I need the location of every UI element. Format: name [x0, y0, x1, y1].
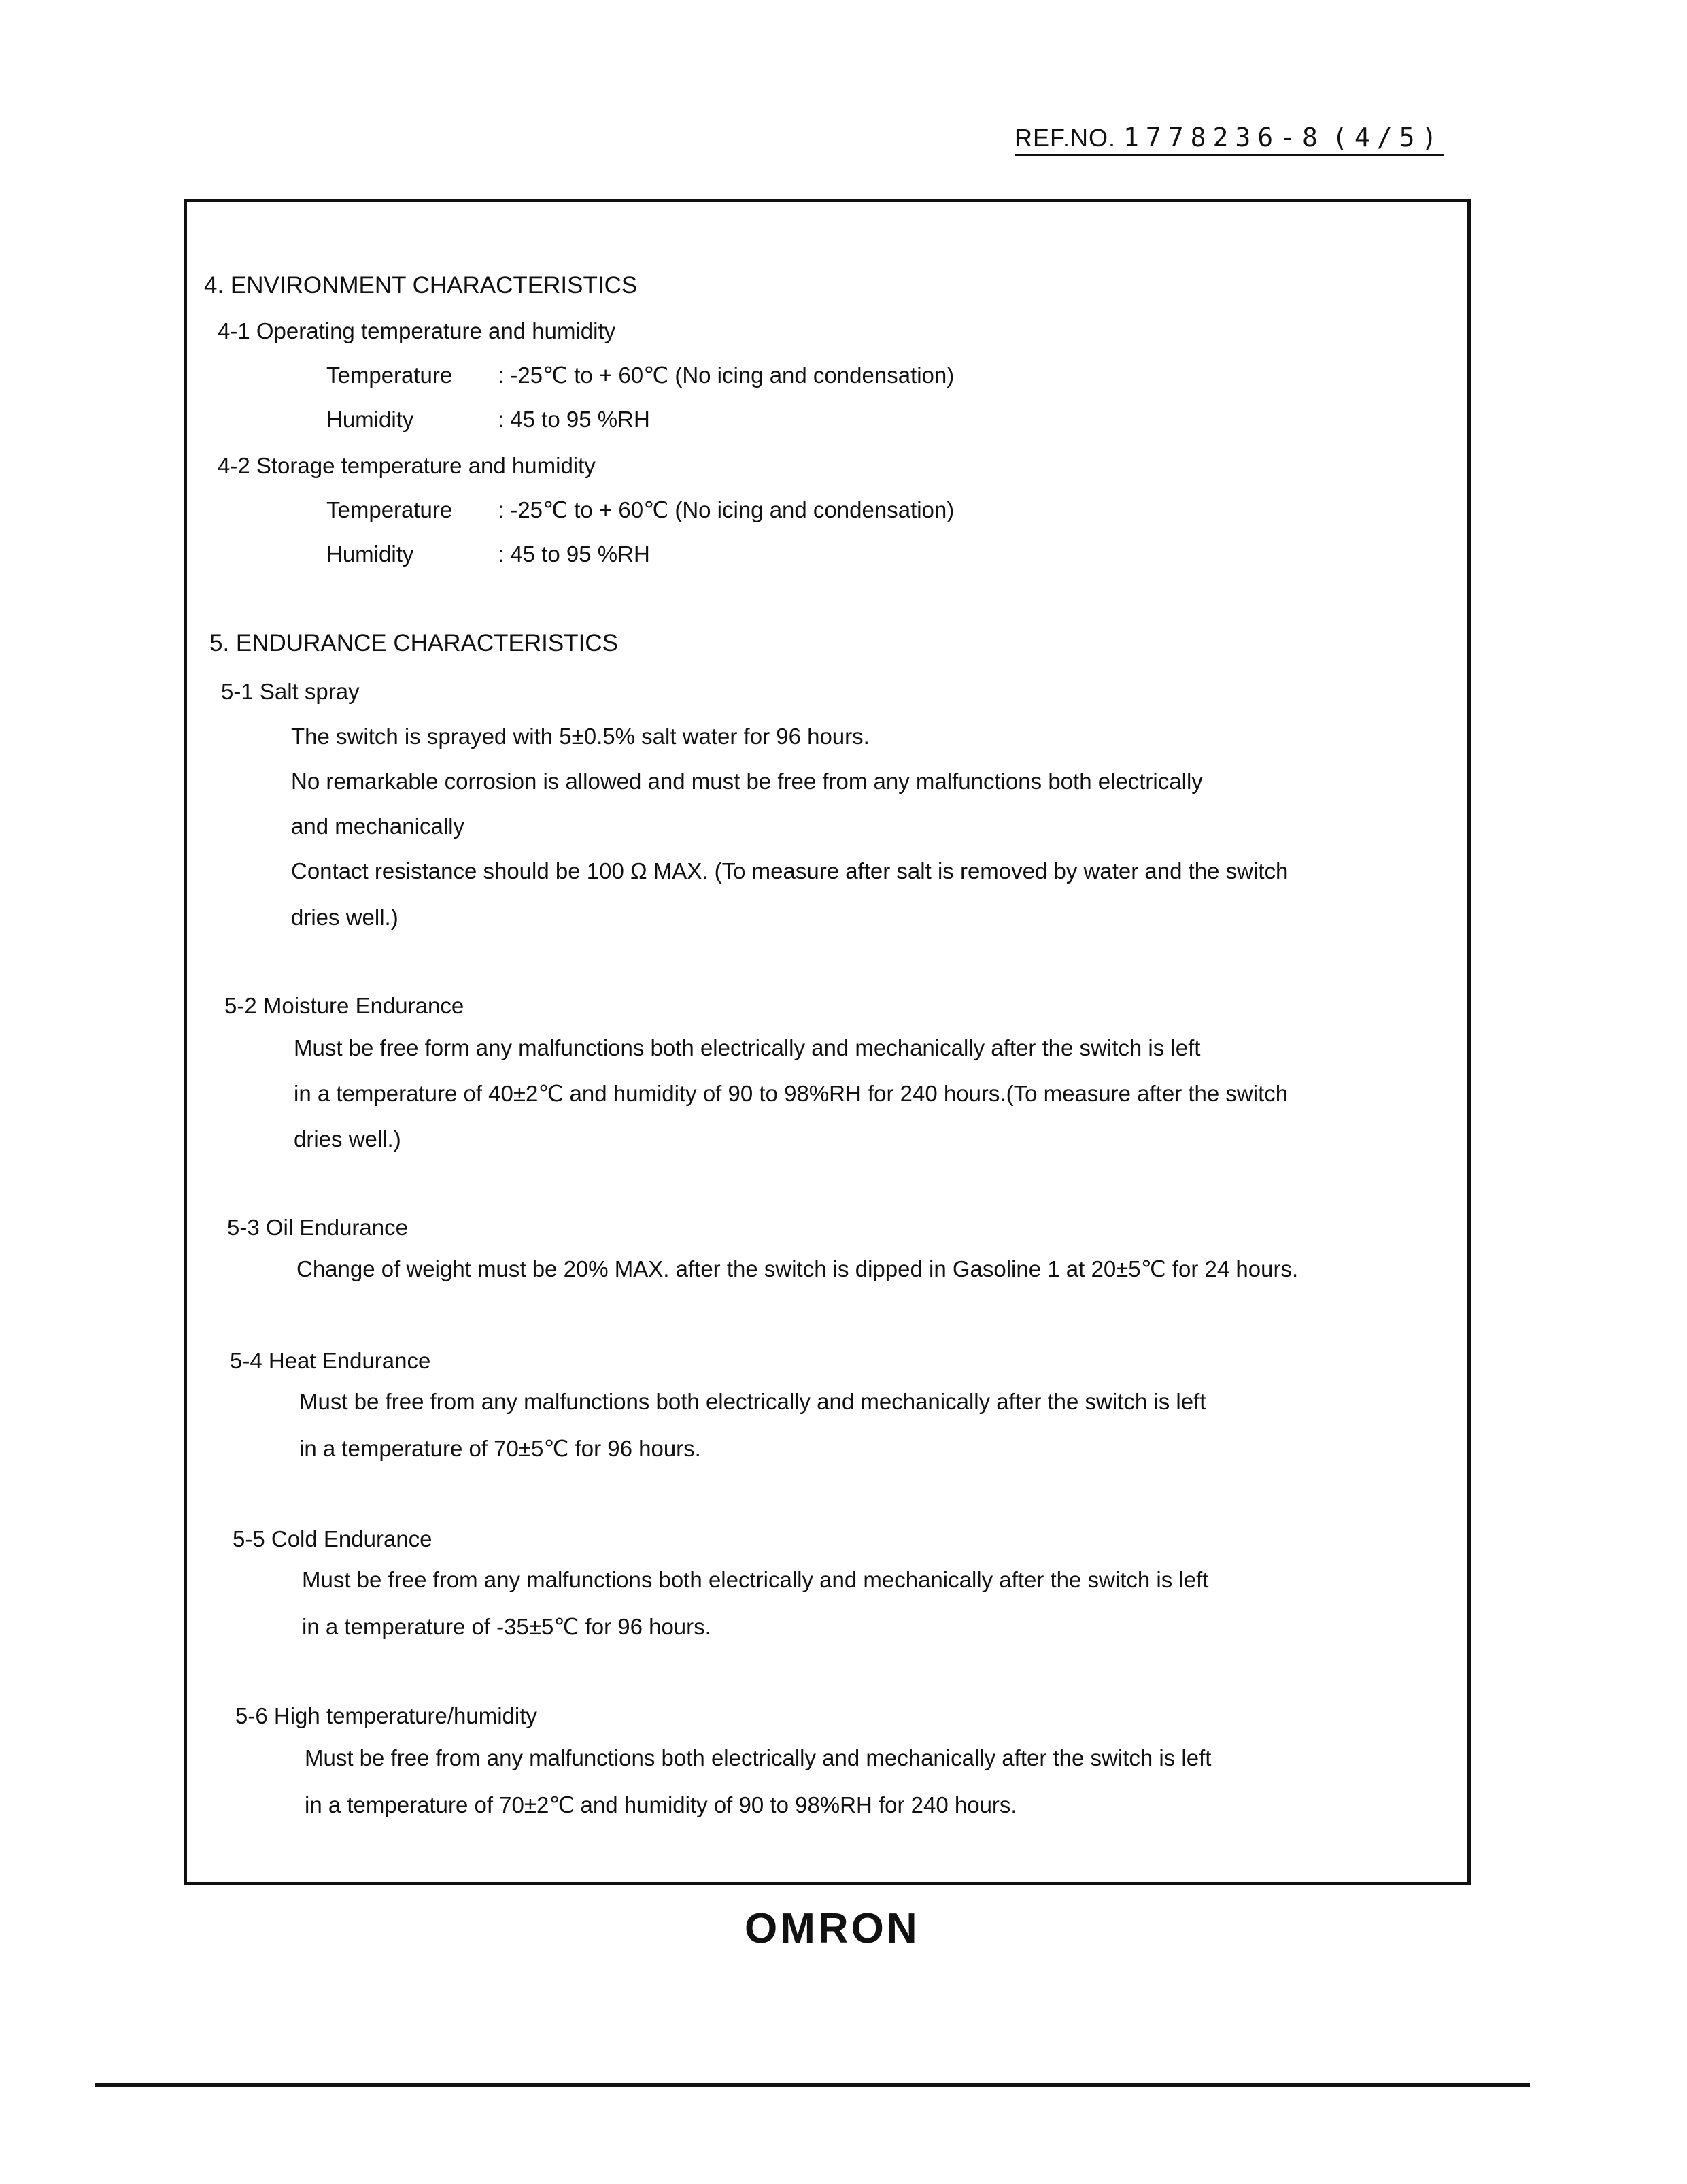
- section-5-5-title: 5-5 Cold Endurance: [233, 1526, 432, 1551]
- page-indicator: (4/5): [1331, 122, 1444, 152]
- section-5-6-title: 5-6 High temperature/humidity: [235, 1703, 537, 1728]
- bottom-rule: [95, 2083, 1530, 2087]
- moisture-line-2: in a temperature of 40±2℃ and humidity of 90 to 98%RH for 240 hours.(To measure after the switch: [294, 1081, 1289, 1106]
- operating-temperature-label: Temperature: [326, 363, 453, 388]
- section-4-2-title: 4-2 Storage temperature and humidity: [218, 453, 596, 478]
- section-5-2-title: 5-2 Moisture Endurance: [224, 993, 464, 1018]
- moisture-line-1: Must be free form any malfunctions both electrically and mechanically after the switch is left: [294, 1035, 1201, 1060]
- section-5-1-title: 5-1 Salt spray: [221, 679, 360, 704]
- operating-temperature-value: : -25℃ to + 60℃ (No icing and condensation): [498, 363, 955, 388]
- salt-spray-line-3: and mechanically: [291, 813, 464, 839]
- operating-humidity-label: Humidity: [326, 407, 414, 432]
- ref-label: REF.NO.: [1015, 124, 1117, 152]
- high-temp-line-2: in a temperature of 70±2℃ and humidity of 90 to 98%RH for 240 hours.: [305, 1792, 1017, 1817]
- operating-temperature-row: [326, 362, 954, 388]
- storage-humidity-row: [326, 541, 650, 567]
- section-5-4-title: 5-4 Heat Endurance: [230, 1348, 431, 1373]
- section-4-1-title: 4-1 Operating temperature and humidity: [218, 318, 616, 343]
- salt-spray-line-1: The switch is sprayed with 5±0.5% salt water for 96 hours.: [291, 724, 870, 749]
- salt-spray-line-4: Contact resistance should be 100 Ω MAX. (To measure after salt is removed by water and the switch: [291, 858, 1289, 884]
- storage-temperature-row: [326, 497, 954, 523]
- cold-line-2: in a temperature of -35±5℃ for 96 hours.: [302, 1614, 711, 1639]
- omron-logo: OMRON: [745, 1905, 920, 1952]
- heat-line-1: Must be free from any malfunctions both electrically and mechanically after the switch is left: [299, 1389, 1206, 1414]
- salt-spray-line-5: dries well.): [291, 905, 398, 930]
- operating-humidity-row: [326, 407, 650, 433]
- operating-humidity-value: : 45 to 95 %RH: [498, 407, 650, 432]
- salt-spray-line-2: No remarkable corrosion is allowed and must be free from any malfunctions both electrically: [291, 769, 1203, 794]
- moisture-line-3: dries well.): [294, 1126, 401, 1152]
- storage-temperature-label: Temperature: [326, 497, 453, 522]
- storage-humidity-label: Humidity: [326, 541, 414, 567]
- section-5-title: 5. ENDURANCE CHARACTERISTICS: [209, 630, 618, 656]
- section-5-3-title: 5-3 Oil Endurance: [227, 1215, 408, 1240]
- storage-humidity-value: : 45 to 95 %RH: [498, 541, 650, 567]
- oil-line-1: Change of weight must be 20% MAX. after the switch is dipped in Gasoline 1 at 20±5℃ for 24 hours.: [296, 1256, 1299, 1281]
- cold-line-1: Must be free from any malfunctions both electrically and mechanically after the switch is left: [302, 1567, 1209, 1592]
- high-temp-line-1: Must be free from any malfunctions both electrically and mechanically after the switch is left: [305, 1745, 1212, 1770]
- ref-number: 1778236-8: [1123, 122, 1325, 152]
- storage-temperature-value: : -25℃ to + 60℃ (No icing and condensation): [498, 497, 955, 522]
- heat-line-2: in a temperature of 70±5℃ for 96 hours.: [299, 1436, 701, 1461]
- reference-number: [1015, 122, 1444, 156]
- section-4-title: 4. ENVIRONMENT CHARACTERISTICS: [204, 272, 638, 299]
